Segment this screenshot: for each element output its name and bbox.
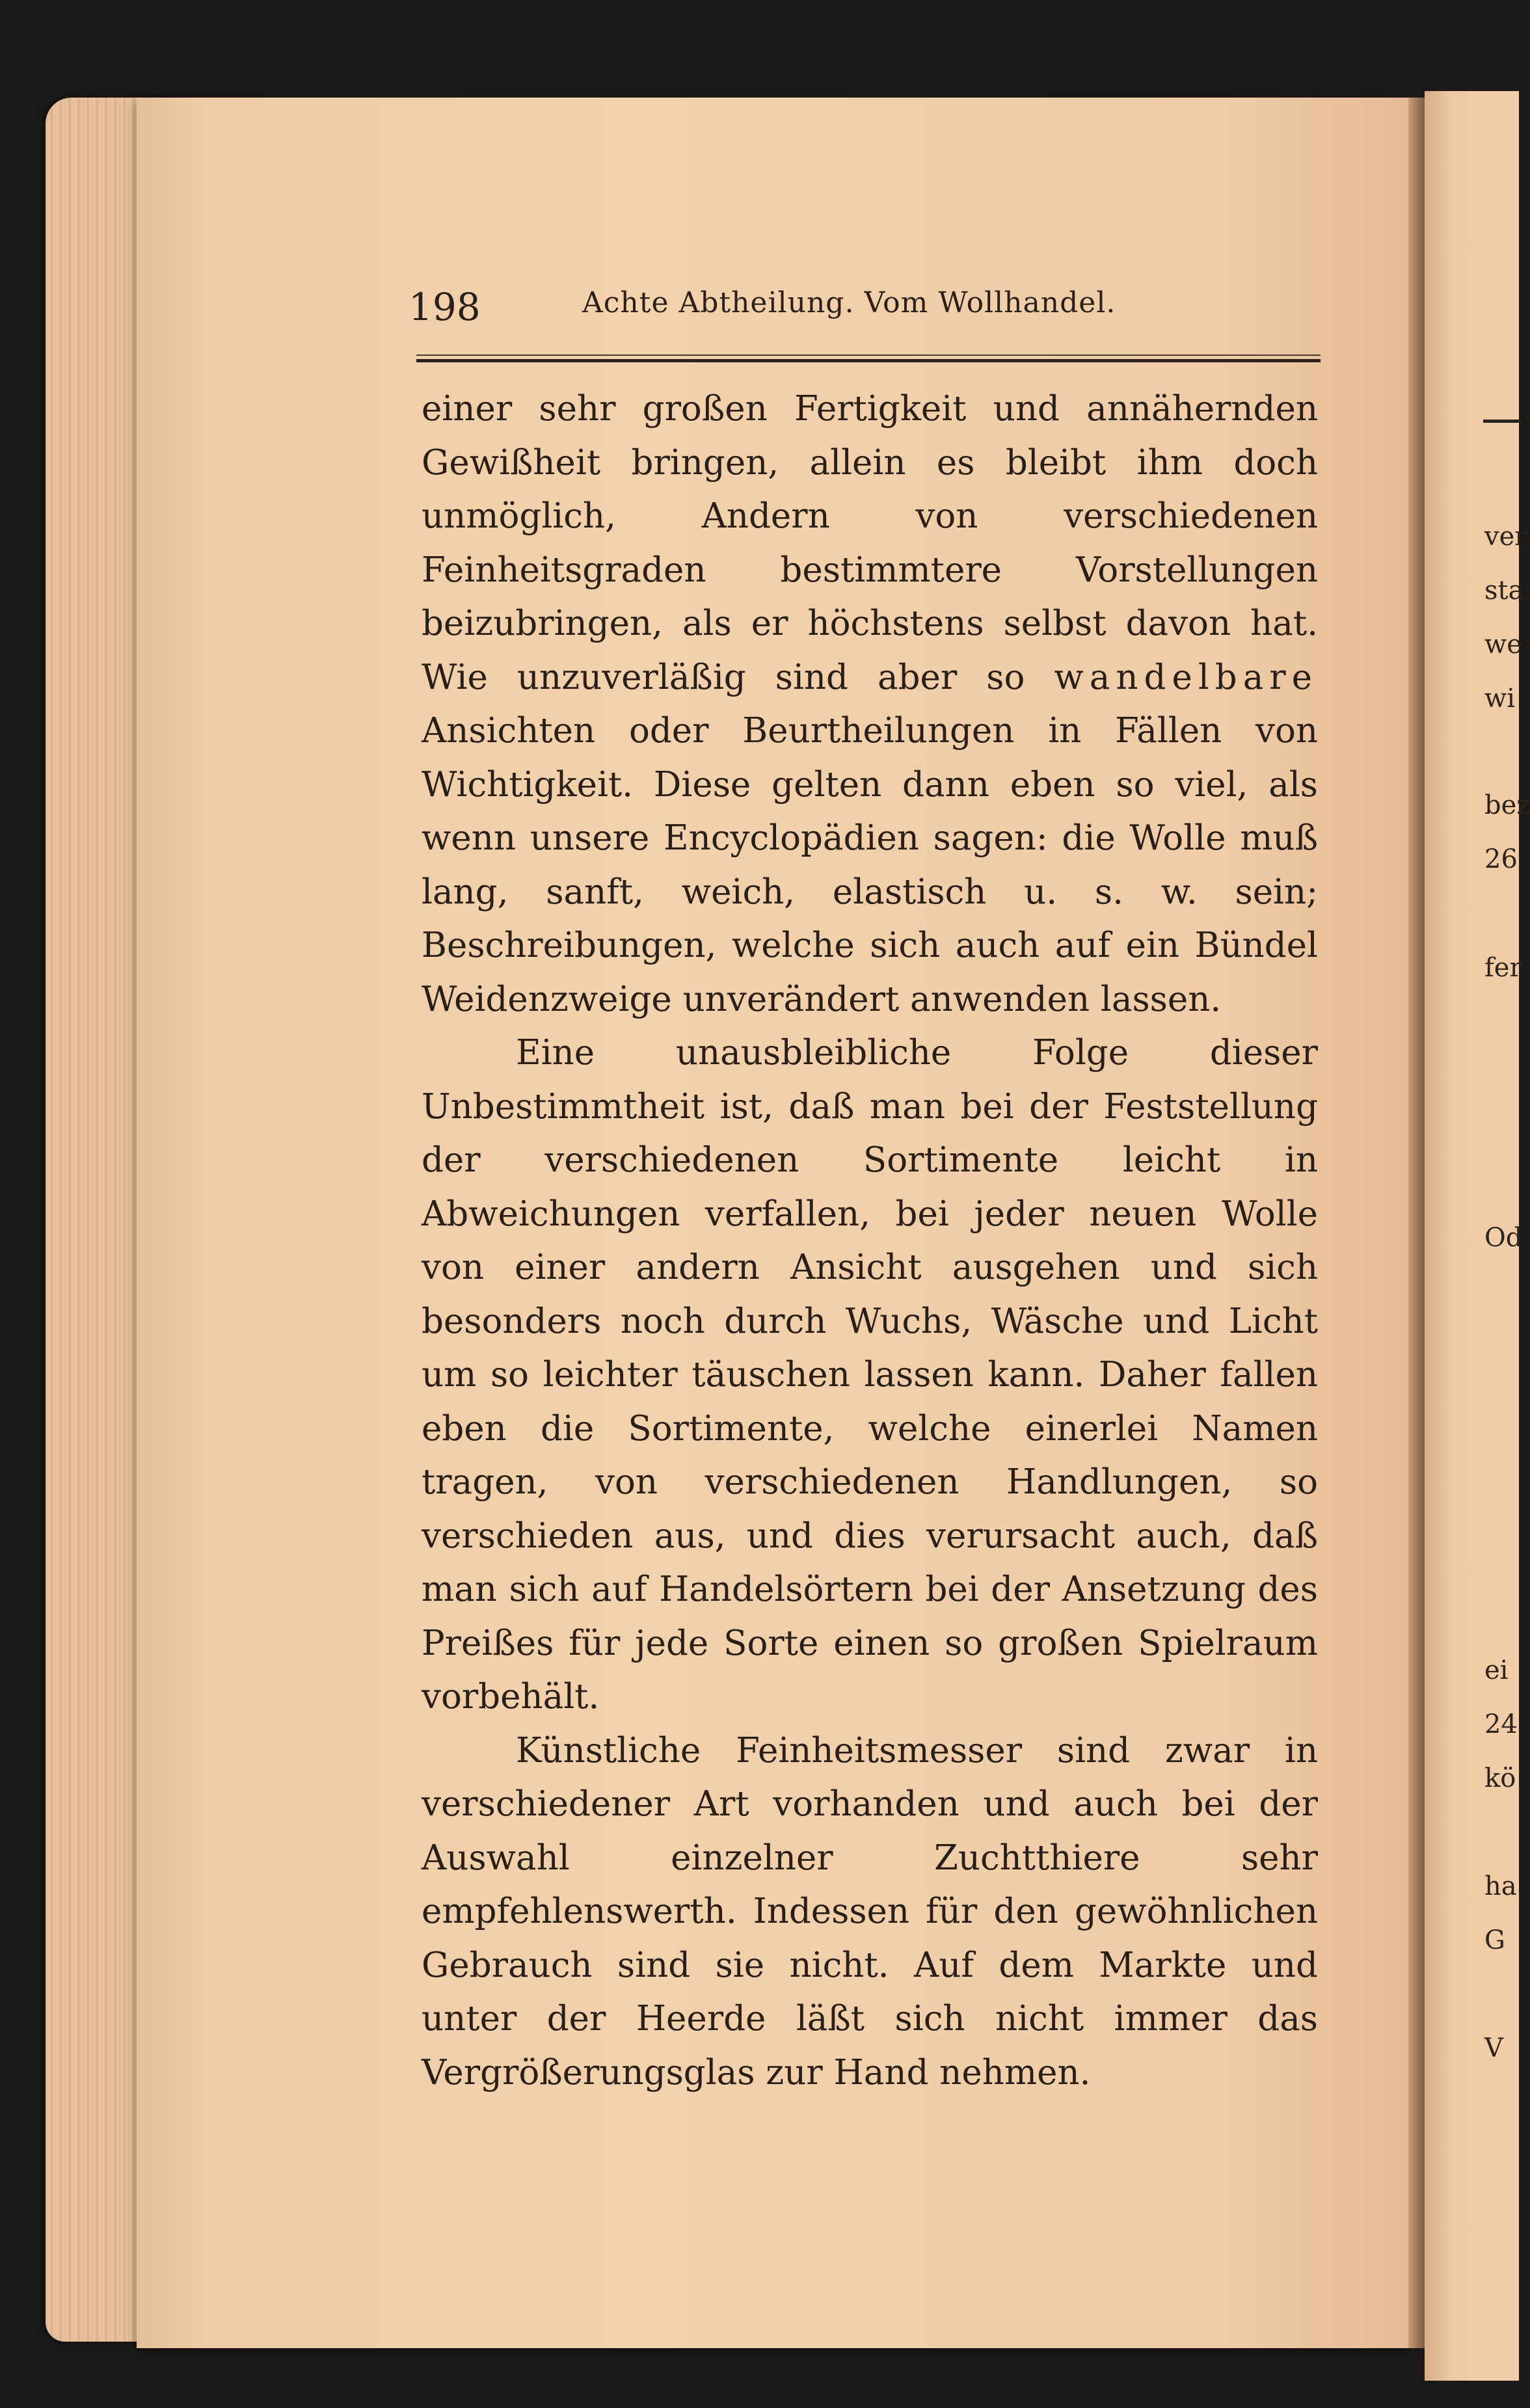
right-page-fragment: ver	[1484, 522, 1527, 552]
right-page-fragment: G	[1484, 1925, 1505, 1955]
right-page-fragment: we	[1484, 630, 1522, 660]
right-page-fragment: ha	[1484, 1871, 1517, 1901]
right-page-fragment: 26	[1484, 844, 1518, 874]
right-page-fragment: fer	[1484, 953, 1522, 983]
body-text	[422, 382, 1318, 2100]
header-rule-thin	[416, 355, 1321, 356]
right-page-fragment: bez	[1484, 790, 1530, 820]
page-number: 198	[409, 285, 481, 329]
right-page-fragment: Od	[1484, 1223, 1523, 1253]
right-page-fragment: sta	[1484, 576, 1524, 606]
paragraph-3: Künstliche Feinheitsmesser sind zwar in verschiedener Art vorhanden und auch bei der Auswahl einzelner Zuchtthiere sehr empfehlenswerth. Indessen für den gewöhnlichen Gebrauch sind sie nicht. Auf dem Markte und unter der Heerde läßt sich nicht immer das Vergrößerungsglas zur Hand nehmen.	[422, 1730, 1318, 2093]
paragraph-1	[422, 382, 1318, 1026]
book-gutter	[1408, 98, 1425, 2348]
right-page	[1425, 91, 1530, 2381]
paragraph-2: Eine unausbleibliche Folge dieser Unbestimmtheit ist, daß man bei der Feststellung der verschiedenen Sortimente leicht in Abweichungen verfallen, bei jeder neuen Wolle von einer andern Ansicht ausgehen und sich besonders noch durch Wuchs, Wäsche und Licht um so leichter täuschen lassen kann. Daher fallen eben die Sortimente, welche einerlei Namen tragen, von verschiedenen Handlungen, so verschieden aus, und dies verursacht auch, daß man sich auf Handelsörtern bei der Ansetzung des Preißes für jede Sorte einen so großen Spielraum vorbehält.	[422, 1033, 1318, 1717]
header-rule	[416, 359, 1321, 362]
paragraph-1-part-b: Ansichten oder Beurtheilungen in Fällen von Wichtigkeit. Diese gelten dann eben so viel, als wenn unsere Encyclopädien sagen: die Wolle muß lang, sanft, weich, elastisch u. s. w. sein; Beschreibungen, welche sich auch auf ein Bündel Weidenzweige unverändert anwenden lassen.	[422, 711, 1318, 1019]
right-page-fragment: V	[1484, 2033, 1503, 2063]
emphasized-word: wandelbare	[1054, 657, 1318, 697]
right-page-header-rule	[1483, 420, 1522, 423]
running-title: Achte Abtheilung. Vom Wollhandel.	[582, 286, 1116, 319]
paragraph-1-part-a: einer sehr großen Fertigkeit und annähernden Gewißheit bringen, allein es bleibt ihm doch unmöglich, Andern von verschiedenen Feinheitsgraden bestimmtere Vorstellungen beizubringen, als er höchstens selbst davon hat. Wie unzuverläßig sind aber so	[422, 389, 1318, 697]
right-page-fragment: 24	[1484, 1709, 1518, 1739]
right-page-fragment: wi	[1484, 684, 1516, 714]
right-page-fragment: kö	[1484, 1763, 1516, 1793]
right-page-fragment: ei	[1484, 1655, 1509, 1685]
